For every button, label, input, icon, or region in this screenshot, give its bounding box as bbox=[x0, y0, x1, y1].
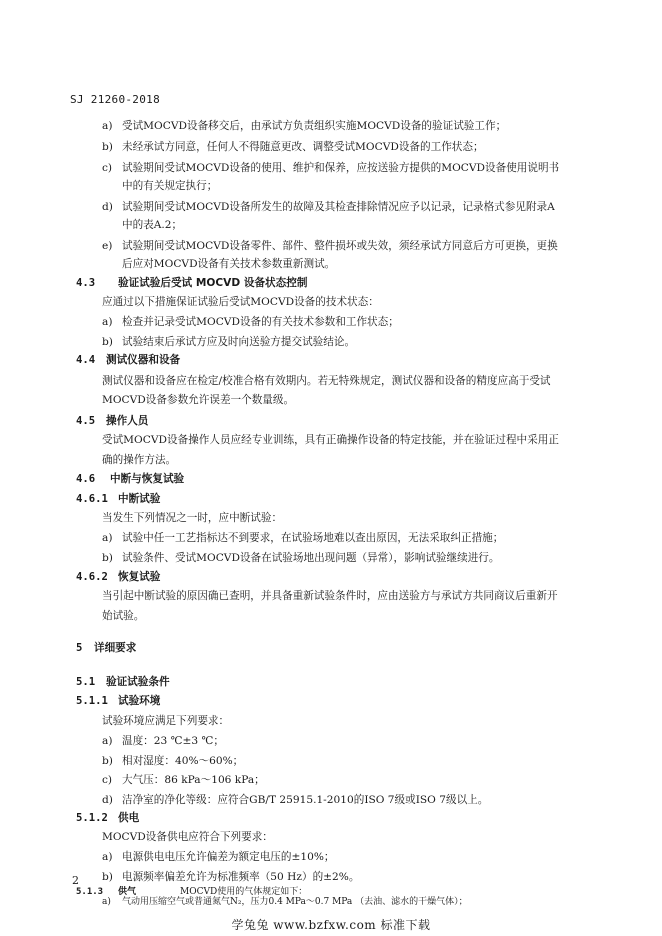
paragraph: 测试仪器和设备应在检定/校准合格有效期内。若无特殊规定，测试仪器和设备的精度应高于受试 bbox=[102, 375, 551, 387]
paragraph-continuation: 始试验。 bbox=[102, 610, 145, 622]
paragraph: MOCVD设备供电应符合下列要求： bbox=[102, 831, 273, 843]
section-number: 4.4 bbox=[76, 354, 96, 366]
paragraph: 试验环境应满足下列要求： bbox=[102, 715, 230, 727]
paragraph: 应通过以下措施保证试验后受试MOCVD设备的技术状态： bbox=[102, 296, 379, 308]
list-marker: e) bbox=[102, 240, 113, 252]
list-item: 洁净室的净化等级：应符合GB/T 25915.1-2010的ISO 7级或ISO 7级以上。 bbox=[122, 794, 489, 806]
list-item: 试验结束后承试方应及时向送验方提交试验结论。 bbox=[122, 336, 356, 348]
paragraph-continuation: MOCVD设备参数允许误差一个数量级。 bbox=[102, 394, 295, 406]
site-footer-watermark: 学兔兔 www.bzfxw.com 标准下载 bbox=[231, 918, 431, 932]
section-heading: 供气 bbox=[118, 887, 137, 897]
list-marker: c) bbox=[102, 162, 113, 174]
list-item: 试验期间受试MOCVD设备所发生的故障及其检查排除情况应予以记录，记录格式参见附录A bbox=[122, 201, 555, 213]
section-number: 4.6.1 bbox=[76, 493, 108, 505]
list-item-continuation: 后应对MOCVD设备有关技术参数重新测试。 bbox=[122, 258, 336, 270]
section-number: 4.5 bbox=[76, 415, 96, 427]
section-heading: 验证试验后受试 MOCVD 设备状态控制 bbox=[118, 277, 308, 289]
list-marker: b) bbox=[102, 755, 113, 767]
list-item: 相对湿度：40%～60%； bbox=[122, 755, 244, 767]
section-number: 5.1.1 bbox=[76, 695, 108, 707]
section-number: 4.3 bbox=[76, 277, 96, 289]
paragraph-continuation: 确的操作方法。 bbox=[102, 454, 177, 466]
list-marker: b) bbox=[102, 336, 113, 348]
list-item: 未经承试方同意，任何人不得随意更改、调整受试MOCVD设备的工作状态； bbox=[122, 141, 484, 153]
list-item-continuation: 中的有关规定执行； bbox=[122, 180, 218, 192]
section-heading: 验证试验条件 bbox=[106, 676, 170, 688]
list-marker: a) bbox=[102, 735, 113, 747]
list-marker: c) bbox=[102, 774, 113, 786]
section-heading: 试验环境 bbox=[118, 695, 161, 707]
list-item-continuation: 中的表A.2； bbox=[122, 219, 183, 231]
list-marker: b) bbox=[102, 871, 113, 883]
standard-number-header: SJ 21260-2018 bbox=[70, 93, 160, 106]
section-number: 4.6 bbox=[76, 473, 96, 485]
section-heading: 中断与恢复试验 bbox=[110, 473, 185, 485]
paragraph: 当发生下列情况之一时，应中断试验： bbox=[102, 512, 283, 524]
section-heading: 恢复试验 bbox=[118, 571, 161, 583]
list-item: 试验期间受试MOCVD设备的使用、维护和保养，应按送验方提供的MOCVD设备使用说明书 bbox=[122, 162, 560, 174]
list-item: 大气压：86 kPa～106 kPa； bbox=[122, 774, 265, 786]
list-marker: b) bbox=[102, 552, 113, 564]
section-number: 5.1 bbox=[76, 676, 96, 688]
list-item: 气动用压缩空气或普通氮气N₂，压力0.4 MPa～0.7 MPa （去油、滤水的干燥气体）； bbox=[122, 897, 468, 907]
paragraph: MOCVD使用的气体规定如下： bbox=[180, 887, 308, 897]
section-heading: 中断试验 bbox=[118, 493, 161, 505]
paragraph: 当引起中断试验的原因确已查明，并具备重新试验条件时，应由送验方与承试方共同商议后重新开 bbox=[102, 590, 558, 602]
list-item: 电源频率偏差允许为标准频率（50 Hz）的±2%。 bbox=[122, 871, 360, 883]
list-marker: a) bbox=[102, 851, 113, 863]
list-marker: a) bbox=[102, 316, 113, 328]
section-heading: 详细要求 bbox=[94, 642, 137, 654]
section-number: 4.6.2 bbox=[76, 571, 108, 583]
list-item: 检查并记录受试MOCVD设备的有关技术参数和工作状态； bbox=[122, 316, 399, 328]
section-number: 5.1.2 bbox=[76, 812, 108, 824]
list-marker: a) bbox=[102, 532, 113, 544]
section-heading: 测试仪器和设备 bbox=[106, 354, 181, 366]
page-number: 2 bbox=[72, 874, 79, 887]
list-marker: a) bbox=[102, 120, 113, 132]
list-marker: a) bbox=[102, 897, 111, 907]
list-marker: d) bbox=[102, 201, 113, 213]
section-heading: 操作人员 bbox=[106, 415, 149, 427]
section-heading: 供电 bbox=[118, 812, 140, 824]
section-number: 5 bbox=[76, 642, 83, 654]
list-item: 试验期间受试MOCVD设备零件、部件、整件损坏或失效，须经承试方同意后方可更换，更换 bbox=[122, 240, 558, 252]
list-item: 试验条件、受试MOCVD设备在试验场地出现问题（异常），影响试验继续进行。 bbox=[122, 552, 500, 564]
section-number: 5.1.3 bbox=[76, 887, 104, 897]
list-item: 电源供电电压允许偏差为额定电压的±10%； bbox=[122, 851, 335, 863]
paragraph: 受试MOCVD设备操作人员应经专业训练，具有正确操作设备的特定技能，并在验证过程中采用正 bbox=[102, 434, 559, 446]
list-item: 试验中任一工艺指标达不到要求，在试验场地难以查出原因，无法采取纠正措施； bbox=[122, 532, 504, 544]
list-item: 温度：23 ℃±3 ℃； bbox=[122, 735, 224, 747]
list-marker: b) bbox=[102, 141, 113, 153]
list-item: 受试MOCVD设备移交后，由承试方负责组织实施MOCVD设备的验证试验工作； bbox=[122, 120, 507, 132]
list-marker: d) bbox=[102, 794, 113, 806]
